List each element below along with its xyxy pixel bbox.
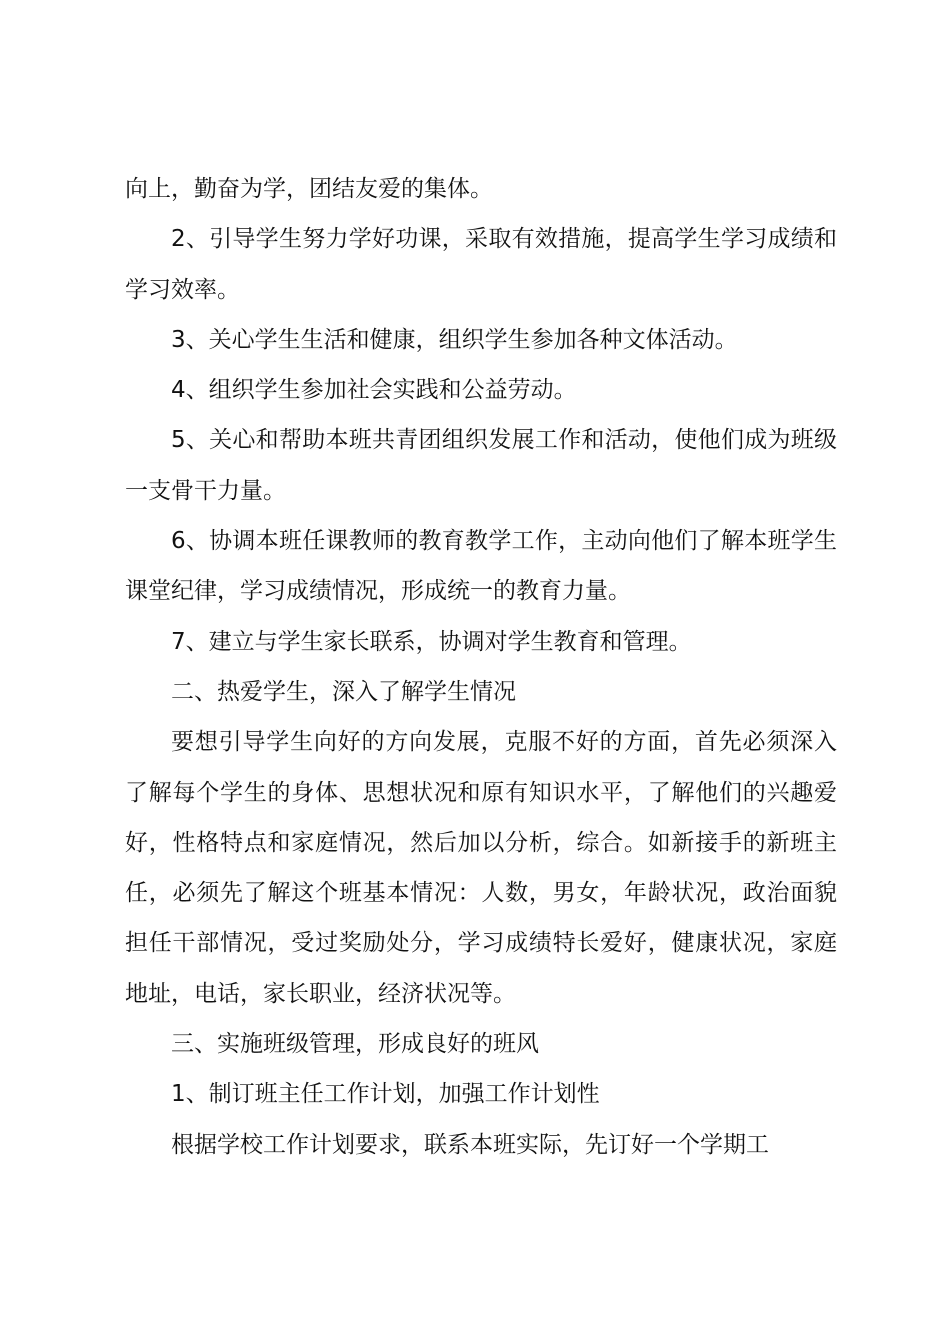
paragraph-item-3: 3、关心学生生活和健康，组织学生参加各种文体活动。 bbox=[171, 326, 738, 353]
section-heading-2: 二、热爱学生，深入了解学生情况 bbox=[171, 678, 516, 705]
paragraph-continuation: 向上，勤奋为学，团结友爱的集体。 bbox=[125, 176, 493, 202]
document-body bbox=[125, 164, 837, 1170]
paragraph-work-plan: 根据学校工作计划要求，联系本班实际，先订好一个学期工 bbox=[171, 1131, 769, 1158]
paragraph-item-6: 6、协调本班任课教师的教育教学工作，主动向他们了解本班学生课堂纪律，学习成绩情况，形成统一的教育力量。 bbox=[125, 528, 837, 605]
paragraph-item-4: 4、组织学生参加社会实践和公益劳动。 bbox=[171, 377, 577, 404]
paragraph-item-5: 5、关心和帮助本班共青团组织发展工作和活动，使他们成为班级一支骨干力量。 bbox=[125, 427, 837, 504]
paragraph-item-2: 2、引导学生努力学好功课，采取有效措施，提高学生学习成绩和学习效率。 bbox=[125, 226, 837, 303]
paragraph-item-7: 7、建立与学生家长联系，协调对学生教育和管理。 bbox=[171, 628, 692, 655]
section-heading-3: 三、实施班级管理，形成良好的班风 bbox=[171, 1031, 539, 1058]
subsection-heading-1: 1、制订班主任工作计划，加强工作计划性 bbox=[171, 1081, 600, 1108]
paragraph-understand-students: 要想引导学生向好的方向发展，克服不好的方面，首先必须深入了解每个学生的身体、思想状况和原有知识水平，了解他们的兴趣爱好，性格特点和家庭情况，然后加以分析，综合。如新接手的新班主任，必须先了解这个班基本情况：人数，男女，年龄状况，政治面貌担任干部情况，受过奖励处分，学习成绩特长爱好，健康状况，家庭地址，电话，家长职业，经济状况等。 bbox=[125, 729, 837, 1007]
